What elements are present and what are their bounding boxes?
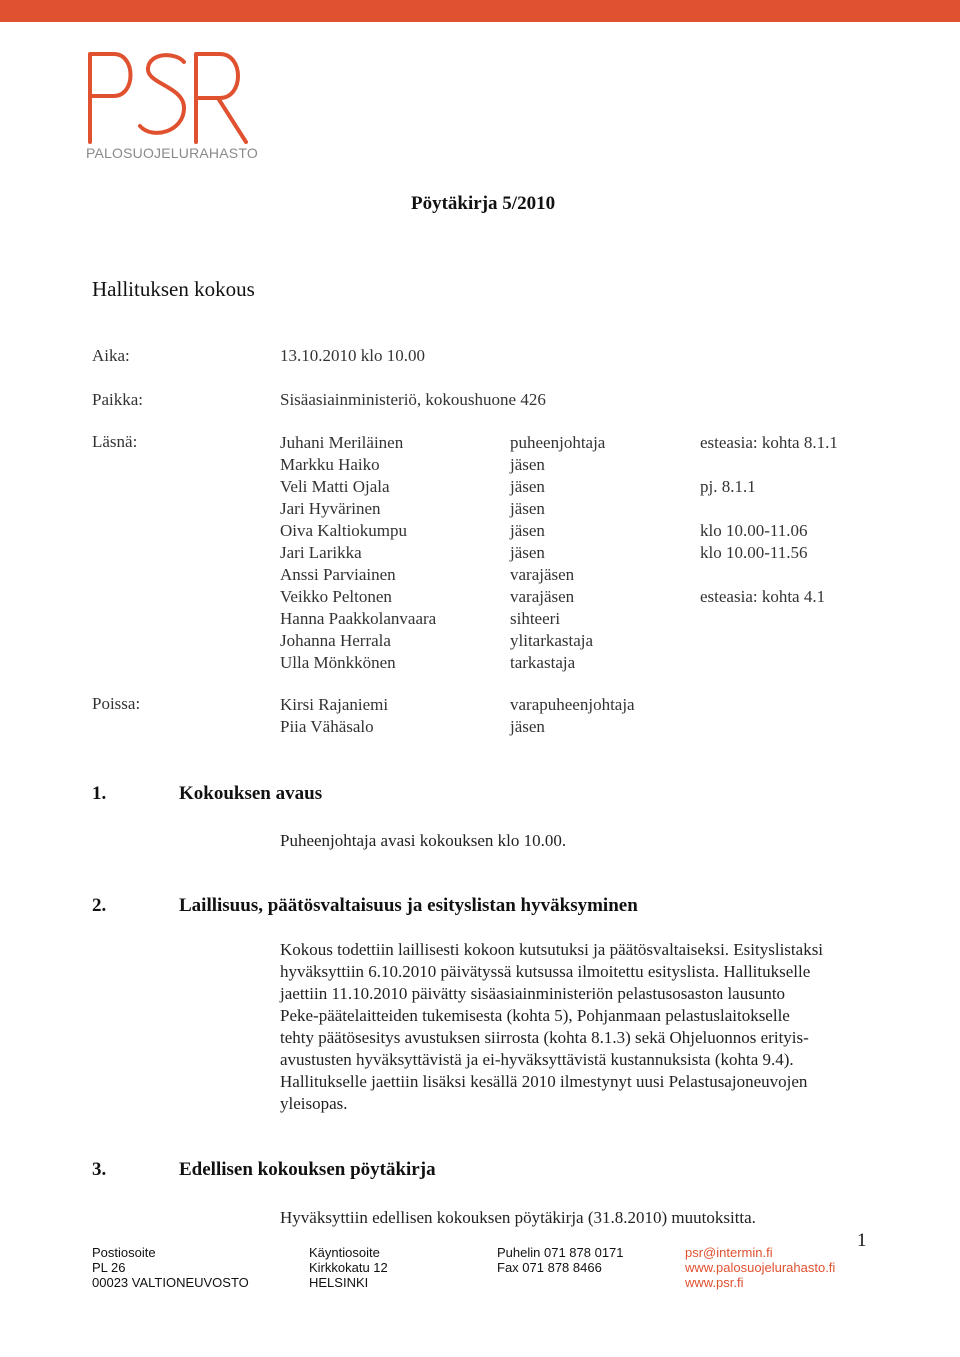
- email-link[interactable]: psr@intermin.fi: [685, 1245, 773, 1260]
- top-accent-bar: [0, 0, 960, 22]
- present-role: jäsen: [510, 477, 545, 496]
- present-note: pj. 8.1.1: [700, 477, 756, 496]
- page-number: 1: [857, 1230, 867, 1251]
- short-website-link[interactable]: www.psr.fi: [685, 1275, 744, 1290]
- present-note: esteasia: kohta 4.1: [700, 587, 826, 606]
- absent-role: jäsen: [510, 717, 545, 736]
- present-role: varajäsen: [510, 565, 575, 584]
- absent-role: varapuheenjohtaja: [510, 695, 635, 714]
- place-value: Sisäasiainministeriö, kokoushuone 426: [280, 390, 546, 409]
- paragraph-line: avustusten hyväksyttävistä ja ei-hyväksyttävistä kustannuksista (kohta 9.4).: [280, 1050, 794, 1069]
- present-name: Oiva Kaltiokumpu: [280, 521, 408, 540]
- section-2-title: Laillisuus, päätösvaltaisuus ja esityslistan hyväksyminen: [179, 895, 638, 916]
- footer-visiting-address: [309, 1245, 388, 1290]
- footer-line: 00023 VALTIONEUVOSTO: [92, 1275, 249, 1290]
- paragraph-line: Kokous todettiin laillisesti kokoon kutsutuksi ja päätösvaltaiseksi. Esityslistaksi: [280, 940, 824, 959]
- section-1-text: Puheenjohtaja avasi kokouksen klo 10.00.: [280, 831, 567, 850]
- present-role: varajäsen: [510, 587, 575, 606]
- present-name: Veli Matti Ojala: [280, 477, 390, 496]
- footer-line: HELSINKI: [309, 1275, 369, 1290]
- footer-line: Postiosoite: [92, 1245, 156, 1260]
- paragraph-line: Hallitukselle jaettiin lisäksi kesällä 2010 ilmestynyt uusi Pelastusajoneuvojen: [280, 1072, 808, 1091]
- present-name: Jari Hyvärinen: [280, 499, 381, 518]
- paragraph-line: jaettiin 11.10.2010 päivätty sisäasiainministeriön pelastusosaston lausunto: [280, 984, 786, 1003]
- present-name: Juhani Meriläinen: [280, 433, 404, 452]
- paragraph-line: tehty päätösesitys avustuksen siirrosta (kohta 8.1.3) sekä Ohjeluonnos erityis-: [280, 1028, 809, 1047]
- place-label: Paikka:: [92, 390, 143, 409]
- time-label: Aika:: [92, 346, 130, 365]
- present-role: jäsen: [510, 521, 545, 540]
- footer-line: Fax 071 878 8466: [497, 1260, 602, 1275]
- footer-phone: [497, 1245, 624, 1275]
- present-role: tarkastaja: [510, 653, 576, 672]
- present-role: jäsen: [510, 499, 545, 518]
- meeting-title: Hallituksen kokous: [92, 277, 255, 301]
- section-3-number: 3.: [92, 1159, 107, 1180]
- section-3-title: Edellisen kokouksen pöytäkirja: [179, 1159, 436, 1180]
- document-title: Pöytäkirja 5/2010: [411, 193, 556, 214]
- section-1-number: 1.: [92, 783, 107, 804]
- absent-name: Piia Vähäsalo: [280, 717, 374, 736]
- present-name: Anssi Parviainen: [280, 565, 396, 584]
- absent-label: Poissa:: [92, 694, 141, 713]
- footer-postal-address: [92, 1245, 249, 1290]
- footer-line: Puhelin 071 878 0171: [497, 1245, 624, 1260]
- section-2-number: 2.: [92, 895, 107, 916]
- time-value: 13.10.2010 klo 10.00: [280, 346, 425, 365]
- website-link[interactable]: www.palosuojelurahasto.fi: [685, 1260, 836, 1275]
- footer-contacts: [685, 1245, 835, 1290]
- present-role: puheenjohtaja: [510, 433, 606, 452]
- present-label: Läsnä:: [92, 432, 138, 451]
- section-2-paragraph: [280, 939, 850, 1115]
- footer-line: Käyntiosoite: [309, 1245, 380, 1260]
- footer-line: Kirkkokatu 12: [309, 1260, 388, 1275]
- present-name: Veikko Peltonen: [280, 587, 392, 606]
- present-role: jäsen: [510, 543, 545, 562]
- footer-line: PL 26: [92, 1260, 126, 1275]
- section-3-text: Hyväksyttiin edellisen kokouksen pöytäkirja (31.8.2010) muutoksitta.: [280, 1208, 756, 1227]
- section-1-title: Kokouksen avaus: [179, 783, 323, 804]
- present-name: Johanna Herrala: [280, 631, 391, 650]
- paragraph-line: Peke-päätelaitteiden tukemisesta (kohta 5), Pohjanmaan pelastuslaitokselle: [280, 1006, 790, 1025]
- paragraph-line: hyväksyttiin 6.10.2010 päivätyssä kutsussa ilmoitettu esityslista. Hallitukselle: [280, 962, 811, 981]
- present-name: Markku Haiko: [280, 455, 380, 474]
- present-role: jäsen: [510, 455, 545, 474]
- present-role: sihteeri: [510, 609, 561, 628]
- present-note: klo 10.00-11.06: [700, 521, 808, 540]
- present-role: ylitarkastaja: [510, 631, 594, 650]
- present-name: Hanna Paakkolanvaara: [280, 609, 437, 628]
- present-note: esteasia: kohta 8.1.1: [700, 433, 838, 452]
- logo-subtitle: PALOSUOJELURAHASTO: [86, 145, 258, 161]
- paragraph-line: yleisopas.: [280, 1094, 348, 1113]
- present-name: Jari Larikka: [280, 543, 362, 562]
- absent-name: Kirsi Rajaniemi: [280, 695, 389, 714]
- present-note: klo 10.00-11.56: [700, 543, 808, 562]
- present-name: Ulla Mönkkönen: [280, 653, 396, 672]
